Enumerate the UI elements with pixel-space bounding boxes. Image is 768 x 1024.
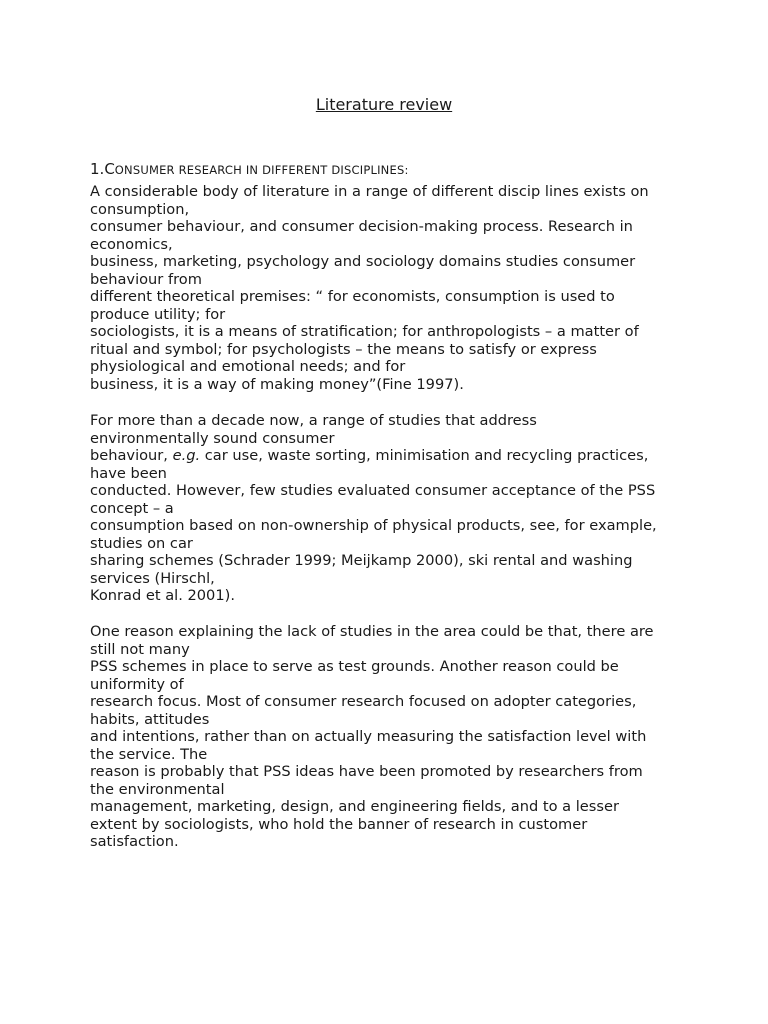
text-line: For more than a decade now, a range of studies that address xyxy=(90,412,537,429)
text-line: the service. The xyxy=(90,745,208,763)
italic-text: e.g. xyxy=(172,447,201,464)
text-line: physiological and emotional needs; and for xyxy=(90,358,406,375)
text-line: environmentally sound consumer xyxy=(90,429,335,447)
text-line: uniformity of xyxy=(90,675,184,693)
text-line: habits, attitudes xyxy=(90,710,210,728)
text-line: management, marketing, design, and engineering fields, and to a lesser xyxy=(90,798,619,815)
text-line: A considerable body of literature in a range of different discip lines exists on xyxy=(90,183,649,200)
section-heading-text: ONSUMER RESEARCH IN DIFFERENT DISCIPLINES: xyxy=(114,163,409,177)
text-line: and intentions, rather than on actually measuring the satisfaction level with xyxy=(90,728,647,745)
text-line: Konrad et al. 2001). xyxy=(90,587,235,604)
section-number: 1. xyxy=(90,160,105,178)
text-line: consumer behaviour, and consumer decision-making process. Research in xyxy=(90,218,633,235)
paragraph-2 xyxy=(90,412,710,605)
text-line: behaviour from xyxy=(90,270,202,288)
section-heading xyxy=(90,160,409,178)
text-line: produce utility; for xyxy=(90,305,226,323)
text-line: economics, xyxy=(90,235,173,253)
text-line: business, marketing, psychology and sociology domains studies consumer xyxy=(90,253,636,270)
text-line: extent by sociologists, who hold the banner of research in customer xyxy=(90,815,588,833)
text-line: conducted. However, few studies evaluated consumer acceptance of the PSS xyxy=(90,482,656,499)
text-line: different theoretical premises: “ for economists, consumption is used to xyxy=(90,288,615,305)
paragraph-3 xyxy=(90,623,710,851)
text-line: ritual and symbol; for psychologists – the means to satisfy or express xyxy=(90,340,597,358)
text-segment: behaviour, xyxy=(90,447,173,464)
text-line: consumption, xyxy=(90,200,190,218)
page-title: Literature review xyxy=(315,95,453,114)
text-line: the environmental xyxy=(90,780,225,798)
paragraph-1 xyxy=(90,183,710,393)
text-line: One reason explaining the lack of studies in the area could be that, there are xyxy=(90,623,654,640)
text-line xyxy=(90,447,710,465)
text-line: still not many xyxy=(90,640,190,658)
text-line: consumption based on non-ownership of physical products, see, for example, xyxy=(90,517,657,534)
text-line: studies on car xyxy=(90,534,193,552)
text-segment: car use, waste sorting, minimisation and recycling practices, xyxy=(200,447,649,464)
text-line: sociologists, it is a means of stratification; for anthropologists – a matter of xyxy=(90,323,639,340)
text-line: satisfaction. xyxy=(90,833,179,850)
text-line: research focus. Most of consumer research focused on adopter categories, xyxy=(90,693,637,710)
text-line: PSS schemes in place to serve as test grounds. Another reason could be xyxy=(90,658,619,675)
text-line: have been xyxy=(90,464,167,482)
text-line: concept – a xyxy=(90,499,174,517)
section-heading-initial: C xyxy=(104,160,115,178)
text-line: business, it is a way of making money”(Fine 1997). xyxy=(90,375,464,393)
text-line: reason is probably that PSS ideas have been promoted by researchers from xyxy=(90,763,643,780)
text-line: sharing schemes (Schrader 1999; Meijkamp 2000), ski rental and washing xyxy=(90,552,633,569)
text-line: services (Hirschl, xyxy=(90,569,215,587)
